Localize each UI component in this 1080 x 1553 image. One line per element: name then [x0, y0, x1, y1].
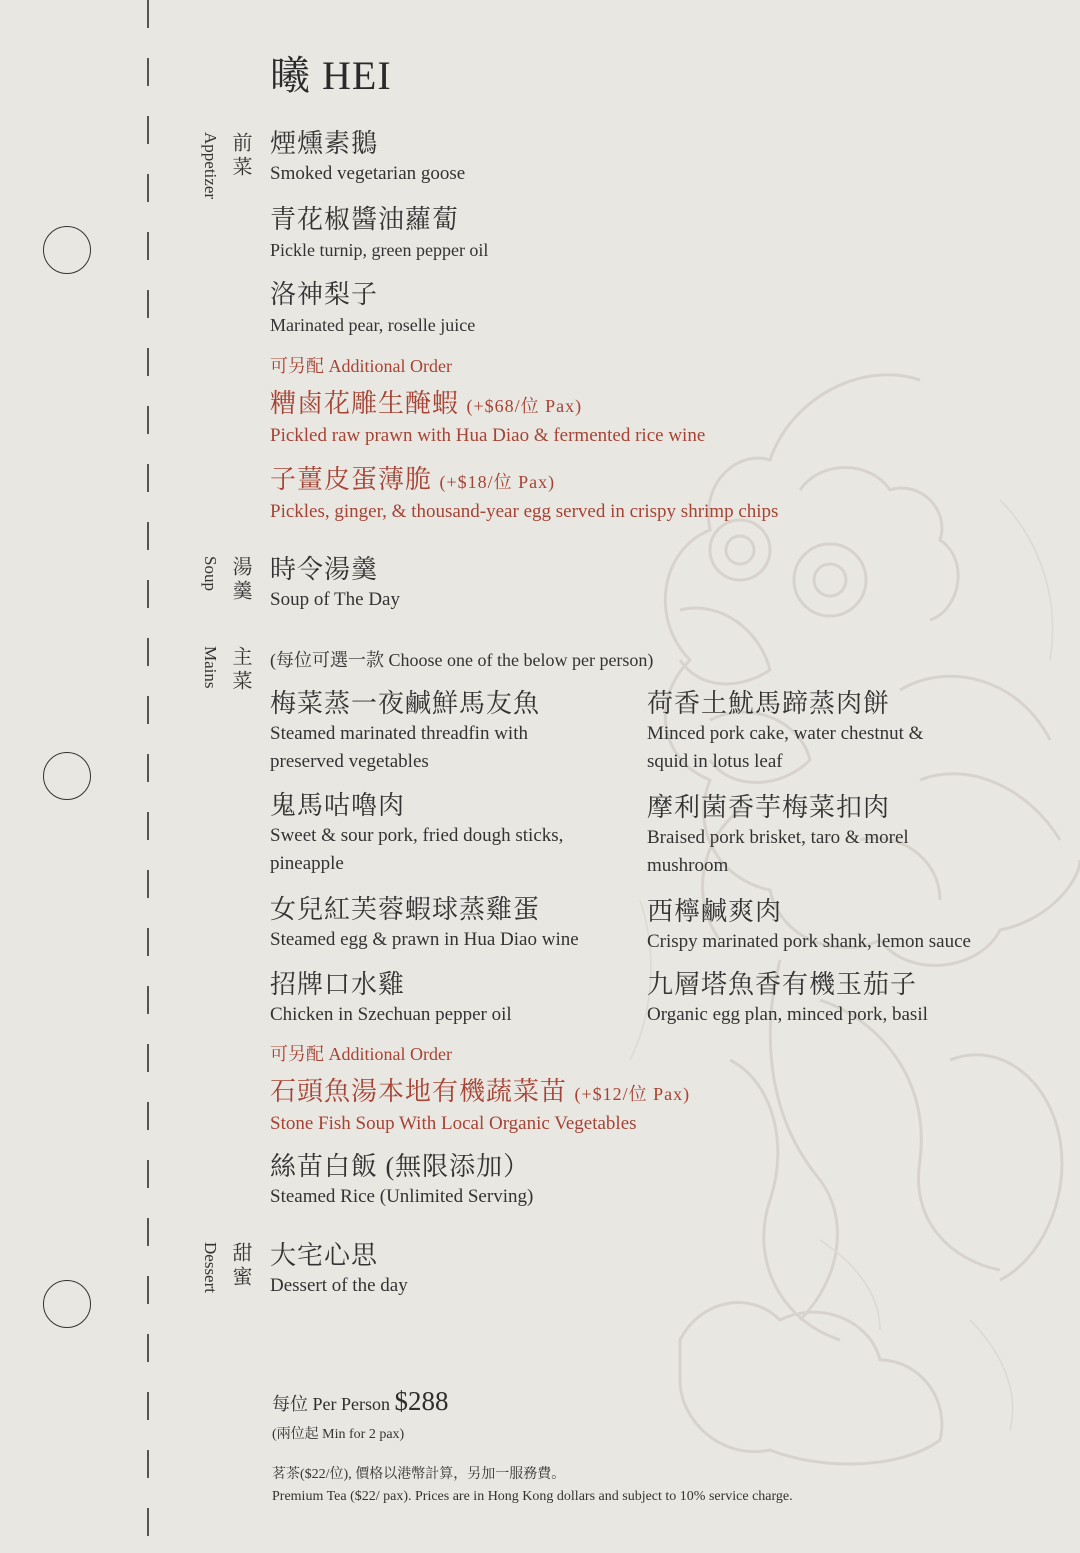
section-label-en: Appetizer [201, 132, 220, 200]
mains-choice-note: (每位可選一款 Choose one of the below per person) [270, 650, 654, 670]
section-label-en: Soup [201, 556, 220, 591]
item-name-en: Steamed marinated threadfin with [270, 723, 528, 744]
menu-item [270, 1240, 408, 1300]
additional-order-label: 可另配 Additional Order [270, 356, 452, 376]
binder-hole [43, 226, 91, 274]
item-price: (+$12/位 Pax) [574, 1084, 691, 1104]
item-name-en: Steamed Rice (Unlimited Serving) [270, 1186, 534, 1207]
menu-item [647, 792, 909, 880]
item-price: (+$18/位 Pax) [439, 472, 556, 492]
item-name-zh: 絲苗白飯 (無限添加） [270, 1152, 531, 1181]
additional-order-label: 可另配 Additional Order [270, 1044, 452, 1064]
menu-item [270, 554, 400, 614]
item-name-en: Crispy marinated pork shank, lemon sauce [647, 931, 971, 952]
menu-item [270, 688, 540, 776]
item-name-zh: 摩利菌香芋梅菜扣肉 [647, 793, 891, 822]
additional-item [270, 1076, 690, 1138]
item-name-en: pineapple [270, 853, 344, 874]
menu-item [270, 204, 488, 264]
section-label-zh: 湯羹 [229, 556, 251, 604]
tea-note-en: Premium Tea ($22/ pax). Prices are in Hong Kong dollars and subject to 10% service charge. [272, 1489, 793, 1504]
item-name-en: Soup of The Day [270, 589, 400, 610]
menu-item [270, 279, 475, 339]
item-name-zh: 糟鹵花雕生醃蝦 (+$68/位 Pax) [270, 389, 583, 418]
item-name-zh: 女兒紅芙蓉蝦球蒸雞蛋 [270, 895, 541, 924]
item-name-zh: 九層塔魚香有機玉茄子 [647, 970, 918, 999]
item-name-zh: 鬼馬咕嚕肉 [270, 791, 406, 820]
item-name-en: Minced pork cake, water chestnut & [647, 723, 924, 744]
binder-hole [43, 752, 91, 800]
section-label-zh: 前菜 [229, 132, 251, 180]
additional-item [270, 388, 705, 450]
minimum-note: (兩位起 Min for 2 pax) [272, 1427, 405, 1442]
item-name-zh: 石頭魚湯本地有機蔬菜苗 (+$12/位 Pax) [270, 1077, 691, 1106]
section-label-zh: 主菜 [229, 646, 251, 694]
item-name-en: Pickled raw prawn with Hua Diao & fermented rice wine [270, 425, 706, 446]
item-name-en: Smoked vegetarian goose [270, 163, 466, 184]
item-name-zh: 青花椒醬油蘿蔔 [270, 205, 460, 234]
menu-item [270, 969, 512, 1029]
section-label-zh: 甜蜜 [229, 1242, 251, 1290]
item-name-zh: 時令湯羹 [270, 555, 379, 584]
item-name-zh: 西檸鹹爽肉 [647, 897, 783, 926]
item-name-en: Sweet & sour pork, fried dough sticks, [270, 825, 564, 846]
item-name-en: Dessert of the day [270, 1275, 408, 1296]
item-name-en: Steamed egg & prawn in Hua Diao wine [270, 929, 579, 950]
item-name-en: Pickles, ginger, & thousand-year egg served in crispy shrimp chips [270, 501, 779, 522]
binder-hole [43, 1280, 91, 1328]
section-label-mains [200, 646, 255, 694]
restaurant-title: 曦 HEI [270, 53, 392, 98]
item-name-zh: 梅菜蒸一夜鹹鮮馬友魚 [270, 689, 541, 718]
menu-item [647, 896, 971, 956]
menu-item [270, 894, 579, 954]
section-label-en: Dessert [201, 1242, 220, 1293]
item-name-en: Stone Fish Soup With Local Organic Vegetables [270, 1113, 637, 1134]
item-name-zh: 洛神梨子 [270, 280, 379, 309]
item-name-en: Pickle turnip, green pepper oil [270, 240, 489, 260]
item-name-en: squid in lotus leaf [647, 751, 783, 772]
section-label-soup [200, 556, 255, 604]
menu-item [647, 688, 923, 776]
item-name-zh: 煙燻素鵝 [270, 129, 379, 158]
item-name-en: Organic egg plan, minced pork, basil [647, 1004, 928, 1025]
item-name-zh: 大宅心思 [270, 1241, 379, 1270]
section-label-dessert [200, 1242, 255, 1293]
item-name-zh: 招牌口水雞 [270, 970, 406, 999]
item-price: (+$68/位 Pax) [466, 396, 583, 416]
section-label-en: Mains [201, 646, 220, 689]
item-name-en: Chicken in Szechuan pepper oil [270, 1004, 512, 1025]
menu-item [270, 1151, 533, 1211]
per-person-price [272, 1386, 449, 1417]
binder-dashed-line [147, 0, 149, 1553]
menu-item [270, 790, 563, 878]
additional-item [270, 464, 778, 526]
section-label-appetizer [200, 132, 255, 199]
menu-item [647, 969, 928, 1029]
per-person-label: 每位 Per Person [272, 1394, 390, 1414]
item-name-en: preserved vegetables [270, 751, 429, 772]
item-name-zh: 荷香土魷馬蹄蒸肉餅 [647, 689, 891, 718]
item-name-zh: 子薑皮蛋薄脆 (+$18/位 Pax) [270, 465, 556, 494]
item-name-en: mushroom [647, 855, 729, 876]
item-name-en: Braised pork brisket, taro & morel [647, 827, 909, 848]
tea-note-zh: 茗茶($22/位), 價格以港幣計算，另加一服務費。 [272, 1467, 566, 1482]
menu-item [270, 128, 465, 188]
item-name-en: Marinated pear, roselle juice [270, 315, 476, 335]
price-value: $288 [394, 1386, 449, 1416]
